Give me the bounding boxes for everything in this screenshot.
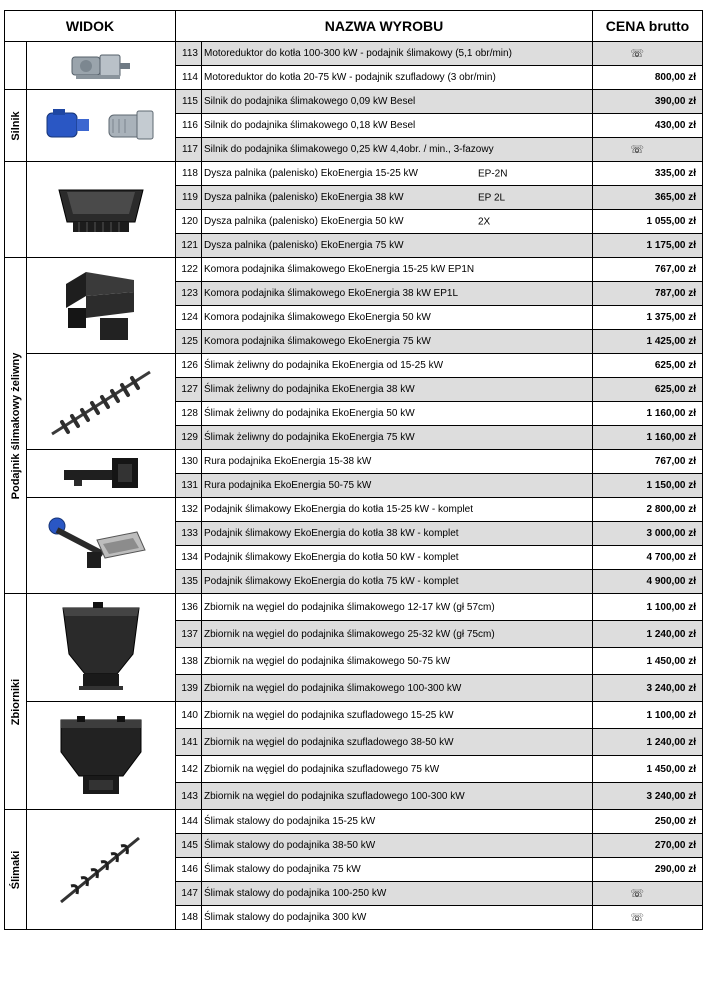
row-number: 128 [176, 402, 202, 426]
phone-icon: ☏ [630, 888, 644, 900]
row-number: 139 [176, 675, 202, 702]
product-image-silnik [27, 90, 176, 162]
product-price [593, 42, 703, 66]
product-name: Ślimak stalowy do podajnika 300 kW [202, 906, 593, 930]
table-row [5, 258, 703, 282]
product-name: Zbiornik na węgiel do podajnika szufladowego 100-300 kW [202, 783, 593, 810]
product-name [202, 210, 593, 234]
product-price: 2 800,00 zł [593, 498, 703, 522]
product-model: 2X [478, 216, 491, 227]
header-view: WIDOK [5, 11, 176, 42]
row-number: 116 [176, 114, 202, 138]
product-price: 390,00 zł [593, 90, 703, 114]
product-price: 1 100,00 zł [593, 594, 703, 621]
product-price: 270,00 zł [593, 834, 703, 858]
product-name-text: Dysza palnika (palenisko) EkoEnergia 15-25 kW [204, 168, 418, 179]
product-price: 787,00 zł [593, 282, 703, 306]
row-number: 114 [176, 66, 202, 90]
row-number: 115 [176, 90, 202, 114]
row-number: 132 [176, 498, 202, 522]
product-image-zbiornik-szufladowy [27, 702, 176, 810]
table-row [5, 354, 703, 378]
row-number: 124 [176, 306, 202, 330]
product-price: 625,00 zł [593, 354, 703, 378]
product-name: Ślimak stalowy do podajnika 15-25 kW [202, 810, 593, 834]
row-number: 136 [176, 594, 202, 621]
phone-icon: ☏ [630, 144, 644, 156]
product-name: Komora podajnika ślimakowego EkoEnergia 75 kW [202, 330, 593, 354]
row-number: 138 [176, 648, 202, 675]
product-name: Motoreduktor do kotła 100-300 kW - podajnik ślimakowy (5,1 obr/min) [202, 42, 593, 66]
table-row [5, 162, 703, 186]
product-name: Podajnik ślimakowy EkoEnergia do kotła 75 kW - komplet [202, 570, 593, 594]
row-number: 113 [176, 42, 202, 66]
row-number: 121 [176, 234, 202, 258]
product-name: Ślimak stalowy do podajnika 38-50 kW [202, 834, 593, 858]
product-name: Komora podajnika ślimakowego EkoEnergia 50 kW [202, 306, 593, 330]
category-cell-blank [5, 42, 27, 90]
product-price: 3 000,00 zł [593, 522, 703, 546]
table-row [5, 810, 703, 834]
product-image-zbiornik-slimakowy [27, 594, 176, 702]
table-row [5, 90, 703, 114]
product-name: Podajnik ślimakowy EkoEnergia do kotła 15-25 kW - komplet [202, 498, 593, 522]
product-name: Zbiornik na węgiel do podajnika szufladowego 15-25 kW [202, 702, 593, 729]
product-price: 1 240,00 zł [593, 621, 703, 648]
row-number: 126 [176, 354, 202, 378]
row-number: 129 [176, 426, 202, 450]
product-price: 1 375,00 zł [593, 306, 703, 330]
product-name: Ślimak stalowy do podajnika 100-250 kW [202, 882, 593, 906]
category-label: Podajnik ślimakowy żeliwny [9, 352, 22, 499]
product-name: Rura podajnika EkoEnergia 50-75 kW [202, 474, 593, 498]
product-image-motoreduktor [27, 42, 176, 90]
row-number: 142 [176, 756, 202, 783]
category-cell-slimaki [5, 810, 27, 930]
product-price: 1 425,00 zł [593, 330, 703, 354]
row-number: 133 [176, 522, 202, 546]
product-price: 430,00 zł [593, 114, 703, 138]
product-price: 335,00 zł [593, 162, 703, 186]
product-name: Ślimak żeliwny do podajnika EkoEnergia 50 kW [202, 402, 593, 426]
row-number: 123 [176, 282, 202, 306]
row-number: 119 [176, 186, 202, 210]
product-name: Ślimak żeliwny do podajnika EkoEnergia 75 kW [202, 426, 593, 450]
product-name: Ślimak żeliwny do podajnika EkoEnergia od 15-25 kW [202, 354, 593, 378]
product-price [593, 138, 703, 162]
row-number: 135 [176, 570, 202, 594]
category-cell-zbiorniki [5, 594, 27, 810]
table-row [5, 594, 703, 621]
product-price: 3 240,00 zł [593, 783, 703, 810]
product-name: Silnik do podajnika ślimakowego 0,25 kW 4,4obr. / min., 3-fazowy [202, 138, 593, 162]
row-number: 140 [176, 702, 202, 729]
product-name: Zbiornik na węgiel do podajnika ślimakowego 100-300 kW [202, 675, 593, 702]
product-price: 4 700,00 zł [593, 546, 703, 570]
phone-icon: ☏ [630, 48, 644, 60]
product-name [202, 186, 593, 210]
table-row [5, 42, 703, 66]
product-price: 625,00 zł [593, 378, 703, 402]
row-number: 131 [176, 474, 202, 498]
header-name: NAZWA WYROBU [176, 11, 593, 42]
header-price: CENA brutto [593, 11, 703, 42]
product-image-dysza [27, 162, 176, 258]
phone-icon: ☏ [630, 912, 644, 924]
product-name-text: Dysza palnika (palenisko) EkoEnergia 38 kW [204, 192, 404, 203]
product-price: 767,00 zł [593, 258, 703, 282]
row-number: 117 [176, 138, 202, 162]
product-price: 1 150,00 zł [593, 474, 703, 498]
product-name: Motoreduktor do kotła 20-75 kW - podajnik szufladowy (3 obr/min) [202, 66, 593, 90]
row-number: 148 [176, 906, 202, 930]
row-number: 145 [176, 834, 202, 858]
table-row [5, 702, 703, 729]
product-price: 800,00 zł [593, 66, 703, 90]
product-price: 767,00 zł [593, 450, 703, 474]
product-name: Silnik do podajnika ślimakowego 0,18 kW Besel [202, 114, 593, 138]
row-number: 134 [176, 546, 202, 570]
product-price: 1 160,00 zł [593, 402, 703, 426]
category-label: Ślimaki [9, 850, 22, 889]
header-row [5, 11, 703, 42]
product-price: 290,00 zł [593, 858, 703, 882]
product-name: Zbiornik na węgiel do podajnika szufladowego 38-50 kW [202, 729, 593, 756]
product-name: Dysza palnika (palenisko) EkoEnergia 75 kW [202, 234, 593, 258]
product-name: Podajnik ślimakowy EkoEnergia do kotła 38 kW - komplet [202, 522, 593, 546]
row-number: 147 [176, 882, 202, 906]
product-name: Ślimak stalowy do podajnika 75 kW [202, 858, 593, 882]
row-number: 143 [176, 783, 202, 810]
product-name [202, 162, 593, 186]
product-name: Komora podajnika ślimakowego EkoEnergia 38 kW EP1L [202, 282, 593, 306]
product-price: 1 055,00 zł [593, 210, 703, 234]
product-price: 250,00 zł [593, 810, 703, 834]
category-cell-silnik [5, 90, 27, 162]
row-number: 144 [176, 810, 202, 834]
row-number: 122 [176, 258, 202, 282]
product-price: 1 450,00 zł [593, 648, 703, 675]
price-list-table [4, 10, 703, 930]
product-name: Komora podajnika ślimakowego EkoEnergia 15-25 kW EP1N [202, 258, 593, 282]
product-price [593, 882, 703, 906]
product-image-rura [27, 450, 176, 498]
row-number: 130 [176, 450, 202, 474]
table-row [5, 498, 703, 522]
product-name: Podajnik ślimakowy EkoEnergia do kotła 50 kW - komplet [202, 546, 593, 570]
product-name: Zbiornik na węgiel do podajnika ślimakowego 25-32 kW (gł 75cm) [202, 621, 593, 648]
product-price: 365,00 zł [593, 186, 703, 210]
product-price: 4 900,00 zł [593, 570, 703, 594]
table-row [5, 450, 703, 474]
product-model: EP 2L [478, 192, 506, 203]
product-price [593, 906, 703, 930]
product-name: Ślimak żeliwny do podajnika EkoEnergia 38 kW [202, 378, 593, 402]
product-name: Zbiornik na węgiel do podajnika szufladowego 75 kW [202, 756, 593, 783]
product-price: 1 100,00 zł [593, 702, 703, 729]
row-number: 141 [176, 729, 202, 756]
product-price: 1 160,00 zł [593, 426, 703, 450]
row-number: 118 [176, 162, 202, 186]
row-number: 127 [176, 378, 202, 402]
product-price: 1 175,00 zł [593, 234, 703, 258]
product-name: Zbiornik na węgiel do podajnika ślimakowego 12-17 kW (gł 57cm) [202, 594, 593, 621]
product-name: Silnik do podajnika ślimakowego 0,09 kW Besel [202, 90, 593, 114]
product-name: Rura podajnika EkoEnergia 15-38 kW [202, 450, 593, 474]
product-name: Zbiornik na węgiel do podajnika ślimakowego 50-75 kW [202, 648, 593, 675]
product-image-slimak-stalowy [27, 810, 176, 930]
row-number: 137 [176, 621, 202, 648]
product-price: 3 240,00 zł [593, 675, 703, 702]
category-cell-blank [5, 162, 27, 258]
product-image-slimak-zeliwny [27, 354, 176, 450]
row-number: 146 [176, 858, 202, 882]
category-label: Zbiorniki [9, 678, 22, 725]
product-price: 1 240,00 zł [593, 729, 703, 756]
category-cell-podajnik [5, 258, 27, 594]
product-image-podajnik-komplet [27, 498, 176, 594]
category-label: Silnik [9, 110, 22, 141]
product-name-text: Dysza palnika (palenisko) EkoEnergia 50 kW [204, 216, 404, 227]
product-image-komora [27, 258, 176, 354]
product-model: EP-2N [478, 168, 508, 179]
row-number: 120 [176, 210, 202, 234]
product-price: 1 450,00 zł [593, 756, 703, 783]
row-number: 125 [176, 330, 202, 354]
